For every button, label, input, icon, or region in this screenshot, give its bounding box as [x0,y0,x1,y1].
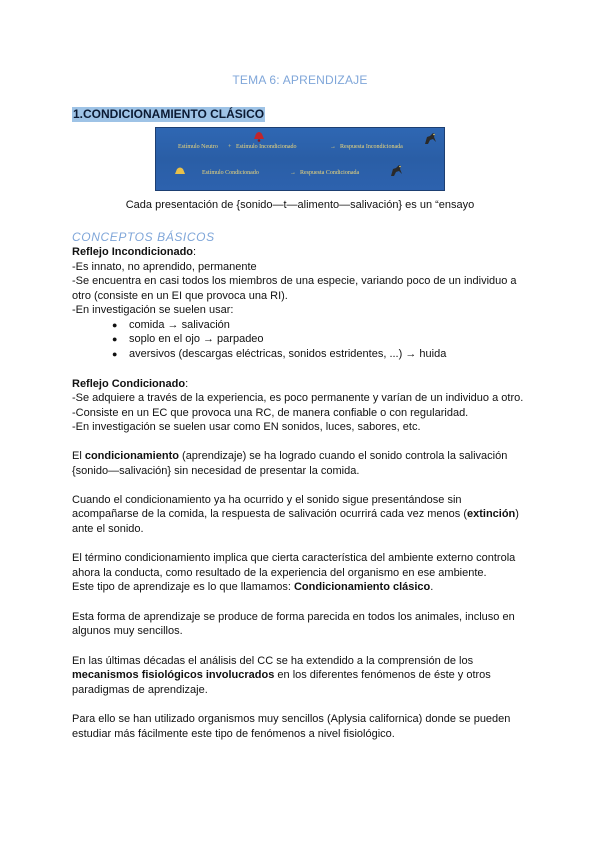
paragraph-line: paradigmas de aprendizaje. [72,684,208,696]
colon: : [193,246,197,258]
classical-conditioning-diagram [155,127,445,191]
bold-term: mecanismos fisiológicos involucrados [72,669,275,681]
paragraph-line: En las últimas décadas el análisis del CC se ha extendido a la comprensión de los [72,655,474,667]
paragraph-line: otro (consiste en un EI que provoca una RI). [72,290,288,302]
reflejo-incondicionado-heading [72,245,196,260]
bold-term: Reflejo Incondicionado [72,246,194,258]
paragraph-line [72,507,519,522]
text: El [72,450,85,462]
paragraph-line: Cuando el condicionamiento ya ha ocurrido y el sonido sigue presentándose sin [72,494,462,506]
text: en los diferentes fenómenos de éste y otros [274,669,491,681]
bold-term: extinción [466,508,516,520]
page-title: TEMA 6: APRENDIZAJE [232,73,368,87]
bold-term: condicionamiento [84,450,179,462]
diagram-text: Respuesta Incondicionada [340,144,403,150]
bell-icon [252,130,266,142]
bullet-icon: ● [112,334,118,344]
arrow-icon: → [290,170,296,176]
bell-icon-small [174,166,186,176]
paragraph-line [72,668,491,683]
paragraph-line: Para ello se han utilizado organismos muy sencillos (Aplysia californica) donde se pueden [72,713,511,725]
text: . [430,581,434,593]
paragraph-line: -Es innato, no aprendido, permanente [72,261,257,273]
paragraph-line: El término condicionamiento implica que cierta característica del ambiente externo controla [72,552,516,564]
diagram-text: Estímulo Neutro [178,144,218,150]
subheading-conceptos-basicos: CONCEPTOS BÁSICOS [72,230,215,244]
arrow-icon: → [330,144,336,150]
paragraph-line: ahora la conducta, como resultado de la experiencia del organismo en ese ambiente. [72,567,487,579]
list-item-text: soplo en el ojo → parpadeo [129,333,264,345]
bullet-icon: ● [112,349,118,359]
list-item-text: comida → salivación [129,319,230,331]
list-item [112,347,447,362]
diagram-caption: Cada presentación de {sonido—t—alimento—salivación} es un “ensayo [125,199,475,211]
paragraph-line: -Se encuentra en casi todos los miembros de una especie, variando poco de un individuo a [72,275,517,287]
paragraph-line: algunos muy sencillos. [72,625,183,637]
dog-icon [422,130,438,146]
paragraph-line: {sonido—salivación} sin necesidad de presentar la comida. [72,465,360,477]
text: (aprendizaje) se ha logrado cuando el sonido controla la salivación [178,450,508,462]
paragraph-line: -Se adquiere a través de la experiencia, es poco permanente y varían de un individuo a otro. [72,392,524,404]
diagram-plus: + [228,144,232,150]
section-heading-condicionamiento: 1.CONDICIONAMIENTO CLÁSICO [73,107,265,121]
paragraph-line: ante el sonido. [72,523,144,535]
paragraph-line: estudiar más fácilmente este tipo de fenómenos a nivel fisiológico. [72,728,395,740]
bold-term: Condicionamiento clásico [293,581,431,593]
diagram-text: Respuesta Condicionada [300,170,360,176]
paragraph-line: -Consiste en un EC que provoca una RC, de manera confiable o con regularidad. [72,407,469,419]
bullet-icon: ● [112,320,118,330]
text: ) [515,508,519,520]
reflejo-condicionado-heading [72,377,188,392]
paragraph-line [72,449,507,464]
list-item [112,318,230,333]
paragraph-line: -En investigación se suelen usar: [72,304,234,316]
paragraph-line [72,580,433,595]
diagram-text: Estímulo Condicionado [202,170,259,176]
paragraph-line: Esta forma de aprendizaje se produce de forma parecida en todos los animales, incluso en [72,611,515,623]
bold-term: Reflejo Condicionado [72,378,186,390]
diagram-text: Estímulo Incondicionado [236,144,297,150]
colon: : [185,378,189,390]
text: Este tipo de aprendizaje es lo que llamamos: [72,581,294,593]
paragraph-line: -En investigación se suelen usar como EN sonidos, luces, sabores, etc. [72,421,421,433]
list-item-text: aversivos (descargas eléctricas, sonidos estridentes, ...) → huida [129,348,447,360]
dog-icon-conditioned [388,162,404,178]
list-item [112,332,264,347]
text: acompañarse de la comida, la respuesta de salivación ocurrirá cada vez menos ( [72,508,467,520]
